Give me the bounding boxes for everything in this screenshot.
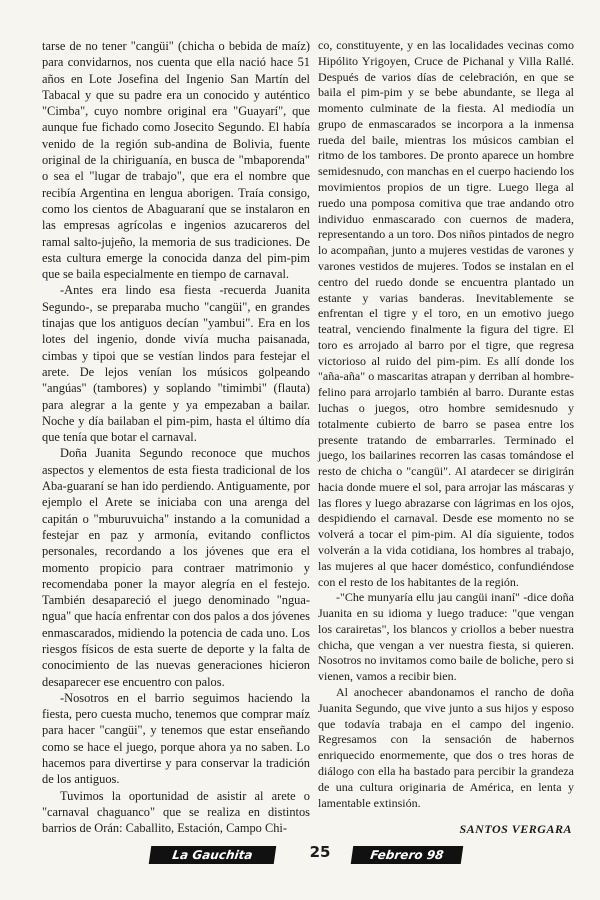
author-signature: SANTOS VERGARA: [459, 822, 572, 836]
paragraph: tarse de no tener "cangüi" (chicha o bebida de maíz) para convidarnos, nos cuenta que ella nació hace 51 años en Lote Josefina del Ingenio San Martín del Tabacal y que su padre era un conocido y auténtico "Cimba", cuyo nombre original era "Guayarí", que aunque fue fichado como Josecito Segundo. El había venido de la región sub-andina de Bolivia, fuente original de la chiriguanía, en busca de "mbaporenda" o sea el "lugar de trabajo", que era el nombre que recibía Argentina en lengua aborigen. Traía consigo, como los cientos de Abaguaraní que se instalaron en las empresas agrícolas e ingenios azucareros del ramal salto-jujeño, la memoria de sus tradiciones. De esta cultura emerge la conocida danza del pim-pim que se baila especialmente en tiempo de carnaval.: [42, 39, 310, 282]
paragraph: -Antes era lindo esa fiesta -recuerda Juanita Segundo-, se preparaba mucho "cangüi", en grandes tinajas que los antiguos decían "yambui". Era en los lotes del ingenio, donde vivía mucha paisanada, cimbas y tipoi que se vestían lindos para festejar el arete. De lejos venían los músicos golpeando "angúas" (tambores) y soplando "timimbi" (flauta) para alegrar a la gente y ya empezaban a bailar. Noche y día bailaban el pim-pim, hasta el último día que tenía que botar el carnaval.: [42, 283, 310, 445]
paragraph: -Nosotros en el barrio seguimos haciendo la fiesta, pero cuesta mucho, tenemos que comprar maíz para hacer "cangüi", y tenemos que estar enseñando como se hace el juego, porque ahora ya no saben. Lo hacemos para divertirse y para conservar la tradición de los antiguos.: [42, 690, 310, 787]
left-column: [42, 38, 310, 837]
paragraph: Tuvimos la oportunidad de asistir al arete o "carnaval chaguanco" que se realiza en distintos barrios de Orán: Caballito, Estación, Campo Chi-: [42, 788, 310, 836]
paragraph: Al anochecer abandonamos el rancho de doña Juanita Segundo, que vive junto a sus hijos y esposo que todavía trabaja en el campo del ingenio. Regresamos con la sensación de habernos enriquecido enormemente, que dos o tres horas de diálogo con ella ha bastado para percibir la grandeza de una cultura originaria de América, en lenta y lamentable extinsión.: [318, 685, 574, 810]
page-number: 25: [309, 843, 331, 861]
issue-date: Febrero 98: [351, 846, 464, 864]
right-column: [318, 38, 574, 811]
paragraph: -"Che munyaría ellu jau cangüi inaní" -dice doña Juanita en su idioma y luego traduce: "que vengan los carairetas", los blancos y criollos a beber nuestra chicha, que vengan a ver nuestra fiesta, si quieren. Nosotros no invitamos como baile de boliche, pero si vienen, vamos a recibir bien.: [318, 590, 574, 684]
paragraph: Doña Juanita Segundo reconoce que muchos aspectos y elementos de esta fiesta tradicional de los Aba-guaraní se han ido perdiendo. Antiguamente, por ejemplo el Arete se iniciaba con una arenga del capitán o "mburuvuicha" instando a la comunidad a festejar en paz y armonía, evitando conflictos personales, recordando a los jóvenes que era el momento propicio para contraer matrimonio y recomendaba poner la mayor alegría en el festejo. También desapareció el juego denominado "ngua-ngua" que hacía enfrentar con dos palos a dos jóvenes enmascarados, midiendo la potencia de cada uno. Los riesgos físicos de esta suerte de deporte y la falta de conocimiento de las nuevas generaciones hicieron desaparecer ese encuentro con palos.: [42, 446, 310, 689]
magazine-name: La Gauchita: [149, 846, 277, 864]
paragraph: co, constituyente, y en las localidades vecinas como Hipólito Yrigoyen, Cruce de Pichanal y Villa Rallé. Después de varios días de celebración, en que se baila el pim-pim y se bebe abundante, se llega al momento culminate de la fiesta. Al mediodía un grupo de enmascarados se incorpora a la inmensa rueda del baile, mientras los músicos cambian el ritmo de los tambores. De pronto aparece un hombre semidesnudo, con manchas en el cuerpo haciendo los movimientos propios de un tigre. Luego llega al ruedo una pomposa comitiva que trae andando otro individuo enmascarado con cuernos de madera, representando a un toro. Dos niños pintados de negro lo acompañan, junto a mujeres vestidas de varones y varones vestidos de mujeres. Todos se instalan en el centro del ruedo donde se encuentra plantado un estante y varias banderas. Inevitablemente se enfrentan el tigre y el toro, en un emotivo juego teatral, venciendo finalmente la figura del tigre. El toro es arrojado al barro por el tigre, que regresa victorioso al ruido del pim-pim. Es allí donde los "aña-aña" o mascaritas atrapan y derriban al hombre-felino para arrojarlo también al barro. Durante estas luchas o juegos, otro hombre semidesnudo y totalmente cubierto de barro se pasea entre los presente tratando de embarrarles. Terminado el juego, los bailarines recorren las casas tomándose el resto de chicha o "cangüi". Al atardecer se dirigirán hacia donde muere el sol, para arrojar las máscaras y las flores y luego abrazarse con lágrimas en los ojos, despidiendo el carnaval. Desde ese momento no se volverá a tocar el pim-pim. Al día siguiente, todos volverán a la vida cotidiana, los hombres al trabajo, las mujeres al que hacer doméstico, confundiéndose con el resto de los habitantes de la región.: [318, 38, 574, 589]
